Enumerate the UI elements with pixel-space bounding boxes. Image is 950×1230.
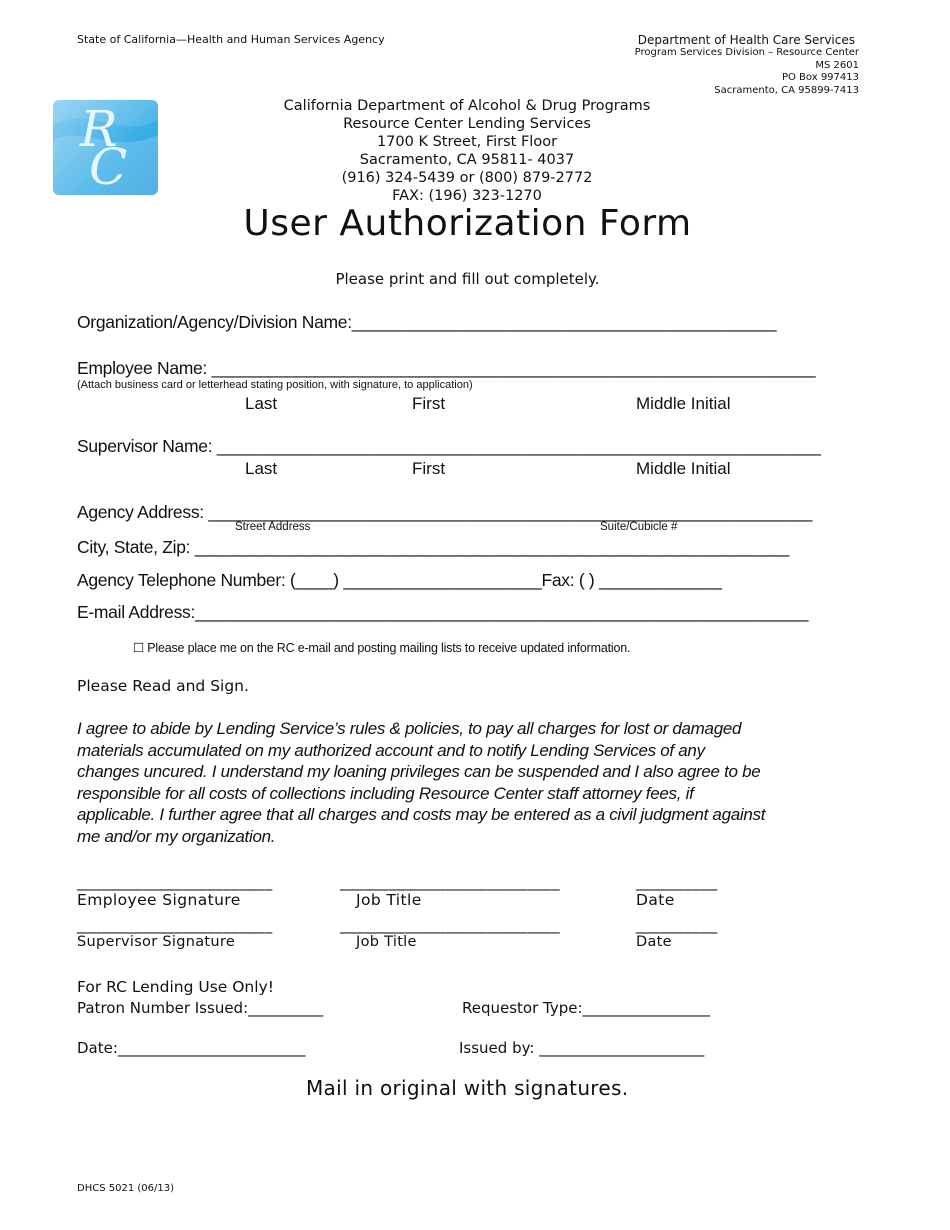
page-subtitle: Please print and fill out completely.	[335, 270, 600, 288]
form-code: DHCS 5021 (06/13)	[77, 1183, 174, 1194]
email-field[interactable]: E-mail Address:_________________________________________________________________	[77, 602, 809, 622]
rc-use-heading: For RC Lending Use Only!	[77, 978, 274, 996]
mail-instructions: Mail in original with signatures.	[306, 1076, 629, 1100]
mailing-list-checkbox[interactable]: ☐ Please place me on the RC e-mail and posting mailing lists to receive updated information.	[133, 641, 631, 655]
organization-field[interactable]: Organization/Agency/Division Name:_____________________________________________	[77, 312, 777, 332]
street-address-label: Street Address	[235, 521, 311, 533]
employee-date-line[interactable]: __________	[636, 873, 718, 891]
dept-header	[635, 33, 859, 97]
supervisor-signature-line[interactable]: ________________________	[77, 916, 273, 934]
telephone-fax-field[interactable]: Agency Telephone Number: (____) _____________________Fax: ( ) _____________	[77, 570, 722, 590]
supervisor-job-title-label: Job Title	[356, 934, 417, 950]
rc-logo	[53, 100, 158, 195]
org-address-block	[217, 97, 717, 205]
supervisor-signature-label: Supervisor Signature	[77, 934, 236, 950]
employee-signature-line[interactable]: ________________________	[77, 873, 273, 891]
logo-letter-c: C	[89, 138, 128, 195]
employee-note: (Attach business card or letterhead stating position, with signature, to application)	[77, 379, 473, 391]
supervisor-middle-label: Middle Initial	[636, 459, 731, 478]
read-sign-heading: Please Read and Sign.	[77, 677, 249, 695]
dept-line: Program Services Division – Resource Center	[634, 47, 859, 58]
city-state-zip-field[interactable]: City, State, Zip: _______________________________________________________________	[77, 537, 790, 557]
employee-last-label: Last	[245, 394, 278, 413]
supervisor-jobtitle-line[interactable]: ___________________________	[340, 916, 561, 934]
logo-letter-r: R	[80, 100, 118, 158]
rc-date-field[interactable]: Date:_________________________	[77, 1039, 306, 1057]
suite-label: Suite/Cubicle #	[600, 521, 678, 533]
employee-name-field[interactable]: Employee Name: ________________________________________________________________	[77, 358, 816, 378]
patron-number-field[interactable]: Patron Number Issued:__________	[77, 999, 324, 1017]
employee-jobtitle-line[interactable]: ___________________________	[340, 873, 561, 891]
supervisor-first-label: First	[412, 459, 446, 478]
org-line: (916) 324-5439 or (800) 879-2772	[341, 170, 593, 186]
issued-by-field[interactable]: Issued by: ______________________	[459, 1039, 705, 1057]
employee-first-label: First	[412, 394, 446, 413]
dept-line: PO Box 997413	[781, 72, 859, 83]
dept-line: Sacramento, CA 95899-7413	[714, 84, 859, 96]
supervisor-last-label: Last	[245, 459, 278, 478]
org-line: 1700 K Street, First Floor	[376, 134, 558, 150]
page-title: User Authorization Form	[243, 203, 692, 244]
agreement-text: I agree to abide by Lending Service’s rules & policies, to pay all charges for lost or damaged materials accumulated on my authorized account and to notify Lending Services of any changes uncured. I understand my loaning privileges can be suspended and I also agree to be responsible for all costs of collections including Resource Center staff attorney fees, if applicable. I further agree that all charges and costs may be entered as a civil judgment against me and/or my organization.	[77, 719, 766, 846]
employee-middle-label: Middle Initial	[636, 394, 731, 413]
org-line: Resource Center Lending Services	[343, 116, 591, 132]
agency-address-field[interactable]: Agency Address: ________________________________________________________________	[77, 502, 813, 522]
date-label: Date	[636, 891, 675, 909]
org-line: Sacramento, CA 95811- 4037	[359, 152, 575, 168]
org-line: FAX: (196) 323-1270	[392, 188, 542, 204]
dept-name: Department of Health Care Services	[637, 33, 855, 47]
supervisor-date-label: Date	[636, 934, 672, 950]
agency-header: State of California—Health and Human Services Agency	[77, 33, 385, 46]
supervisor-name-field[interactable]: Supervisor Name: ________________________________________________________________	[77, 436, 821, 456]
requestor-type-field[interactable]: Requestor Type:_________________	[462, 999, 711, 1017]
dept-line: MS 2601	[815, 59, 859, 71]
supervisor-date-line[interactable]: __________	[636, 916, 718, 934]
org-line: California Department of Alcohol & Drug Programs	[283, 98, 651, 114]
employee-signature-label: Employee Signature	[77, 891, 241, 909]
job-title-label: Job Title	[356, 891, 422, 909]
